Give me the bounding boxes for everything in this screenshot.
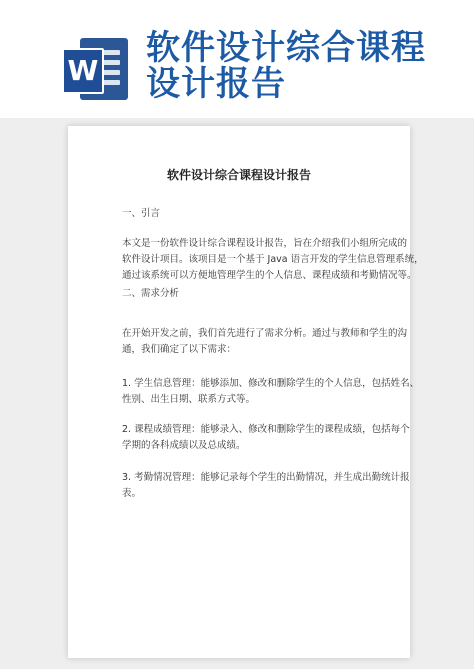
- header-banner: [0, 0, 474, 118]
- section-heading: [122, 206, 372, 222]
- paragraph-line: 表。: [122, 488, 142, 499]
- requirement-2-paragraph: [122, 422, 410, 454]
- paragraph-line: 通，我们确定了以下需求：: [122, 344, 237, 355]
- paragraph-line: 性别、出生日期、联系方式等。: [122, 394, 256, 405]
- word-document-icon: [62, 38, 130, 100]
- section1-heading: 一、引言: [122, 208, 161, 219]
- requirement-1-paragraph: [122, 376, 420, 408]
- intro-paragraph: [122, 236, 424, 284]
- paragraph-line: 2. 课程成绩管理：能够录入、修改和删除学生的课程成绩，包括每个: [122, 424, 410, 435]
- paragraph-line: 1. 学生信息管理：能够添加、修改和删除学生的个人信息，包括姓名、: [122, 378, 420, 389]
- paragraph-line: 通过该系统可以方便地管理学生的个人信息、课程成绩和考勤情况等。: [122, 270, 417, 281]
- requirement-3-paragraph: [122, 470, 410, 502]
- paragraph-line: 3. 考勤情况管理：能够记录每个学生的出勤情况，并生成出勤统计报: [122, 472, 410, 483]
- paragraph-line: 本文是一份软件设计综合课程设计报告，旨在介绍我们小组所完成的: [122, 238, 408, 249]
- paragraph-line: 学期的各科成绩以及总成绩。: [122, 440, 246, 451]
- requirements-intro-paragraph: [122, 326, 408, 358]
- banner-title-line-2: 设计报告: [146, 64, 286, 104]
- paragraph-line: 软件设计项目。该项目是一个基于 Java 语言开发的学生信息管理系统，: [122, 254, 424, 265]
- document-title: 软件设计综合课程设计报告: [166, 168, 311, 182]
- word-badge: W: [62, 48, 104, 94]
- section-heading: [122, 286, 372, 302]
- document-page: [68, 126, 424, 658]
- section2-heading: 二、需求分析: [122, 288, 180, 299]
- banner-title-line-1: 软件设计综合课程: [146, 28, 426, 68]
- paragraph-line: 在开始开发之前，我们首先进行了需求分析。通过与教师和学生的沟: [122, 328, 408, 339]
